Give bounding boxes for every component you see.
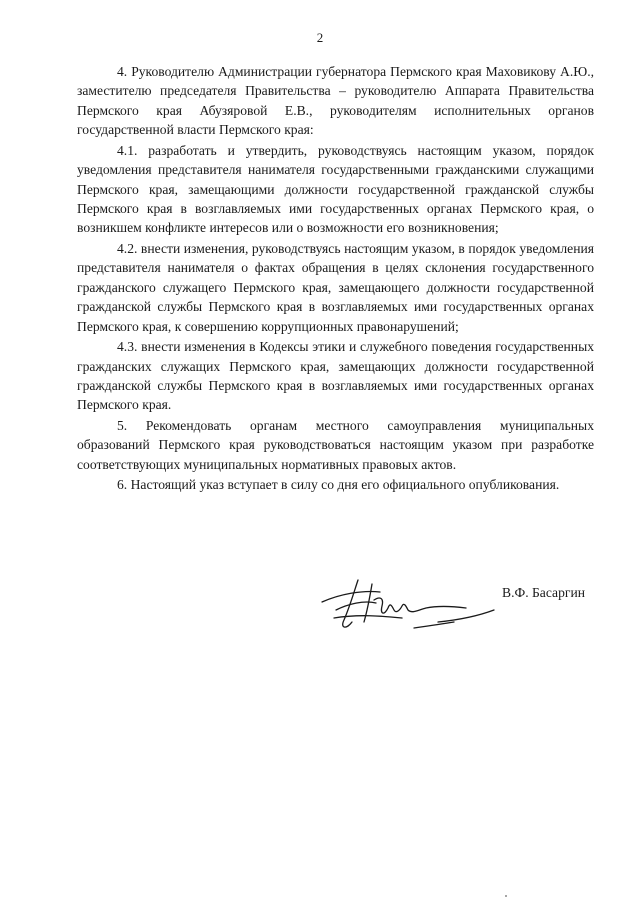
page-number: 2: [316, 30, 324, 45]
paragraph-item-4-2: 4.2. внести изменения, руководствуясь настоящим указом, в порядок уведомления представителя нанимателя о фактах обращения в целях склонения государственного гражданского служащего Пермского края, замещающего должности государственной гражданской службы Пермского края в возглавляемых ими государственных органах Пермского края, к совершению коррупционных правонарушений;: [77, 241, 594, 334]
paragraph-item-4: 4. Руководителю Администрации губернатора Пермского края Маховикову А.Ю., заместителю председателя Правительства – руководителю Аппарата Правительства Пермского края Абузяровой Е.В., руководителям исполнительных органов государственной власти Пермского края:: [77, 64, 594, 138]
paragraph-item-4-3: 4.3. внести изменения в Кодексы этики и служебного поведения государственных гражданских служащих Пермского края, замещающих должности государственной гражданской службы Пермского края в возглавляемых ими государственных органах Пермского края.: [77, 339, 594, 413]
scan-artifact: [505, 895, 507, 897]
paragraph-item-6: 6. Настоящий указ вступает в силу со дня его официального опубликования.: [117, 477, 560, 493]
signer-name: В.Ф. Басаргин: [502, 585, 585, 600]
document-body: [77, 62, 594, 496]
paragraph-item-5: 5. Рекомендовать органам местного самоуправления муниципальных образований Пермского края руководствоваться настоящим указом при разработке соответствующих муниципальных нормативных правовых актов.: [77, 418, 594, 472]
paragraph-item-4-1: 4.1. разработать и утвердить, руководствуясь настоящим указом, порядок уведомления представителя нанимателя государственными гражданскими служащими Пермского края, замещающими должности государственной гражданской службы Пермского края в возглавляемых ими государственных органах Пермского края, о возникшем конфликте интересов или о возможности его возникновения;: [77, 142, 594, 236]
handwritten-signature: [318, 570, 498, 645]
